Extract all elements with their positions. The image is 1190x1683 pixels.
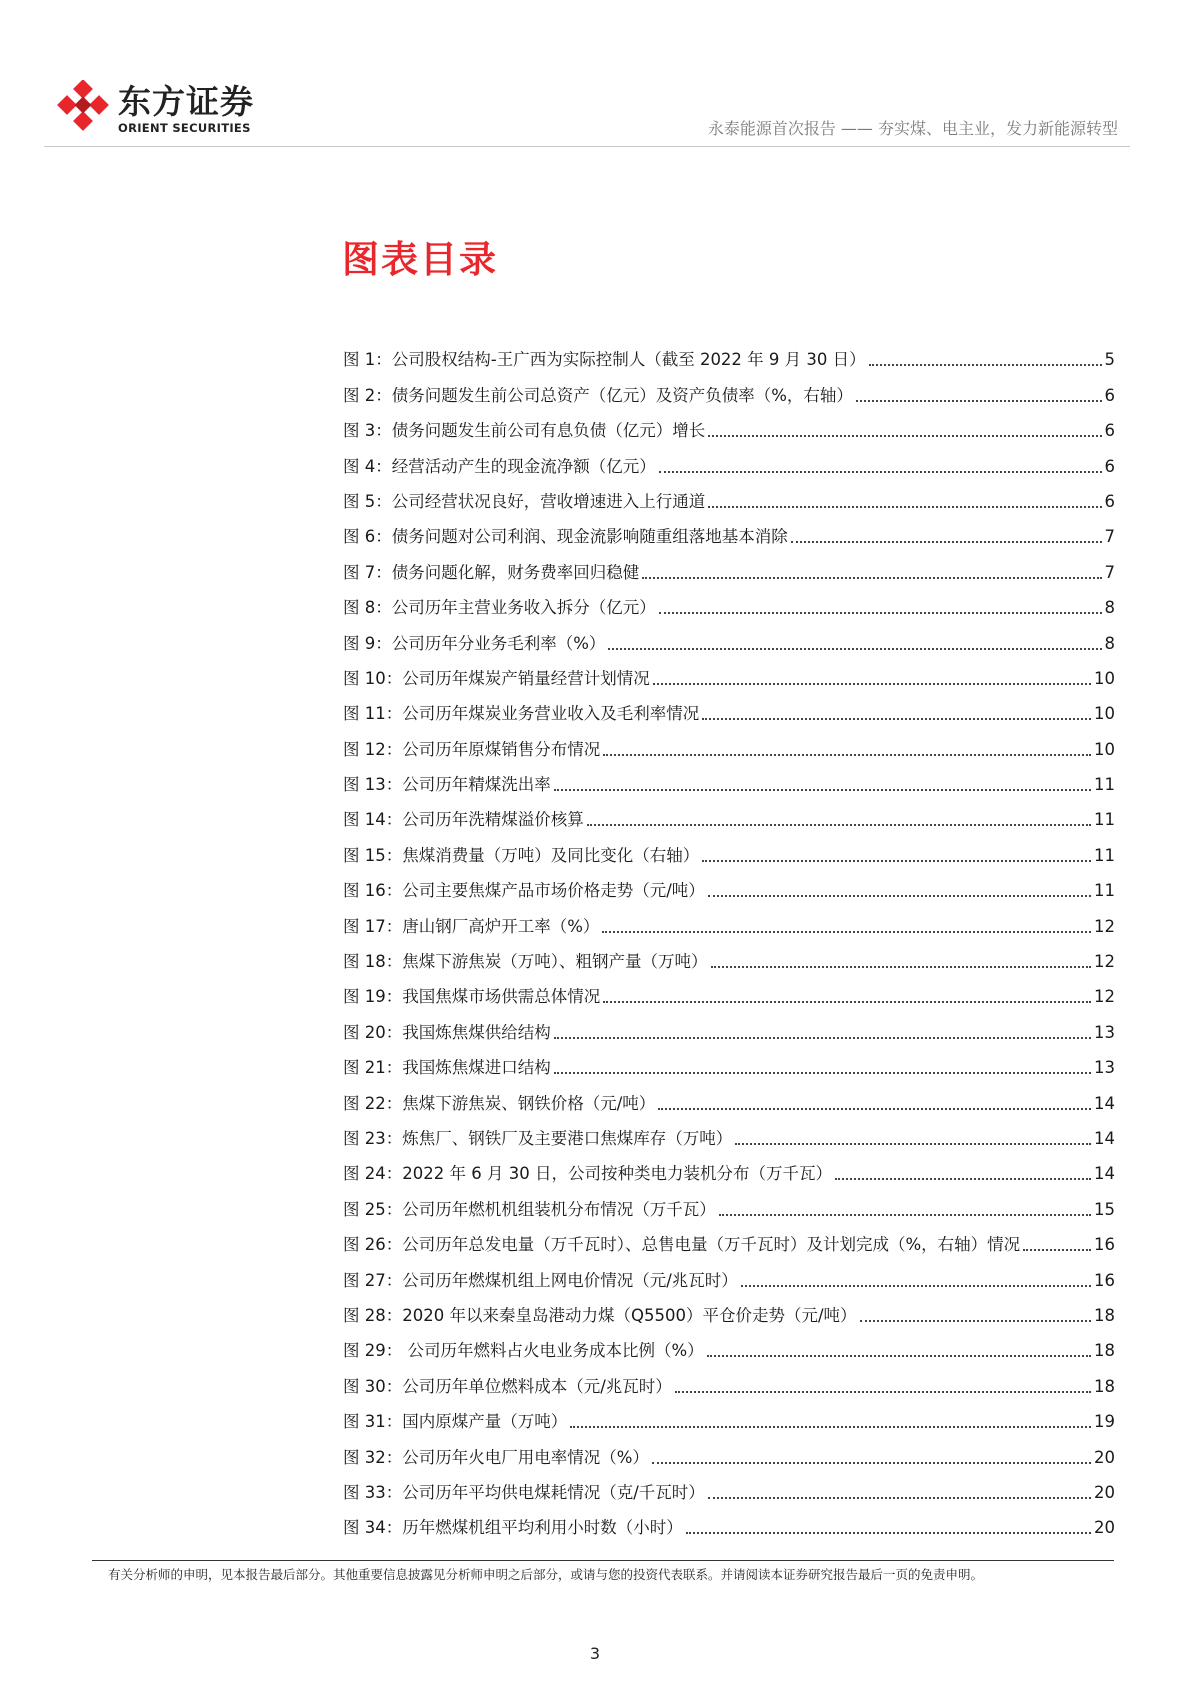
toc-entry[interactable] bbox=[343, 1044, 1115, 1079]
toc-entry-page: 20 bbox=[1094, 1447, 1115, 1467]
toc-entry-label: 图 1：公司股权结构-王广西为实际控制人（截至 2022 年 9 月 30 日） bbox=[343, 350, 866, 370]
toc-entry-page: 16 bbox=[1094, 1270, 1115, 1290]
toc-entry-label: 图 15：焦煤消费量（万吨）及同比变化（右轴） bbox=[343, 845, 700, 865]
toc-dot-leader bbox=[1023, 1249, 1091, 1251]
toc-entry[interactable] bbox=[343, 796, 1115, 831]
toc-entry-label: 图 11：公司历年煤炭业务营业收入及毛利率情况 bbox=[343, 704, 700, 724]
toc-entry-page: 6 bbox=[1104, 421, 1115, 441]
toc-dot-leader bbox=[554, 1072, 1091, 1074]
toc-entry-page: 16 bbox=[1094, 1235, 1115, 1255]
toc-dot-leader bbox=[741, 1285, 1091, 1287]
toc-entry-label: 图 18：焦煤下游焦炭（万吨）、粗钢产量（万吨） bbox=[343, 952, 708, 972]
toc-entry-label: 图 23：炼焦厂、钢铁厂及主要港口焦煤库存（万吨） bbox=[343, 1128, 733, 1148]
toc-dot-leader bbox=[708, 895, 1091, 897]
toc-entry-label: 图 16：公司主要焦煤产品市场价格走势（元/吨） bbox=[343, 881, 705, 901]
toc-entry-page: 19 bbox=[1094, 1412, 1115, 1432]
toc-title: 图表目录 bbox=[342, 238, 498, 281]
toc-entry-page: 18 bbox=[1094, 1341, 1115, 1361]
toc-entry-page: 12 bbox=[1094, 987, 1115, 1007]
toc-dot-leader bbox=[702, 860, 1091, 862]
toc-entry-page: 14 bbox=[1094, 1128, 1115, 1148]
toc-entry-page: 7 bbox=[1104, 562, 1115, 582]
toc-entry-page: 6 bbox=[1104, 385, 1115, 405]
toc-entry-label: 图 7：债务问题化解，财务费率回归稳健 bbox=[343, 562, 640, 582]
toc-entry-page: 20 bbox=[1094, 1518, 1115, 1538]
toc-entry[interactable] bbox=[343, 761, 1115, 796]
toc-entry-label: 图 8：公司历年主营业务收入拆分（亿元） bbox=[343, 598, 656, 618]
toc-entry[interactable] bbox=[343, 867, 1115, 902]
toc-entry-label: 图 22：焦煤下游焦炭、钢铁价格（元/吨） bbox=[343, 1093, 656, 1113]
toc-entry-page: 10 bbox=[1094, 668, 1115, 688]
toc-dot-leader bbox=[653, 683, 1091, 685]
toc-entry-label: 图 17：唐山钢厂高炉开工率（%） bbox=[343, 916, 600, 936]
header-divider bbox=[44, 146, 1130, 147]
page-number: 3 bbox=[589, 1644, 601, 1663]
toc-dot-leader bbox=[860, 1320, 1091, 1322]
toc-entry-label: 图 31：国内原煤产量（万吨） bbox=[343, 1412, 568, 1432]
toc-entry[interactable] bbox=[343, 1185, 1115, 1220]
toc-entry-page: 18 bbox=[1094, 1376, 1115, 1396]
toc-entry[interactable] bbox=[343, 1433, 1115, 1468]
toc-entry[interactable] bbox=[343, 371, 1115, 406]
toc-entry[interactable] bbox=[343, 584, 1115, 619]
toc-dot-leader bbox=[856, 400, 1102, 402]
toc-entry-page: 11 bbox=[1094, 775, 1115, 795]
toc-entry-label: 图 12：公司历年原煤销售分布情况 bbox=[343, 739, 601, 759]
toc-dot-leader bbox=[708, 435, 1101, 437]
toc-entry-label: 图 9：公司历年分业务毛利率（%） bbox=[343, 633, 606, 653]
toc-dot-leader bbox=[791, 541, 1102, 543]
toc-entry[interactable] bbox=[343, 1327, 1115, 1362]
toc-dot-leader bbox=[711, 966, 1092, 968]
toc-entry-page: 7 bbox=[1104, 527, 1115, 547]
toc-entry-label: 图 26：公司历年总发电量（万千瓦时）、总售电量（万千瓦时）及计划完成（%，右轴）情况 bbox=[343, 1235, 1021, 1255]
toc-entry[interactable] bbox=[343, 655, 1115, 690]
toc-dot-leader bbox=[658, 1108, 1091, 1110]
toc-dot-leader bbox=[602, 931, 1091, 933]
toc-dot-leader bbox=[708, 1497, 1091, 1499]
toc-entry-page: 11 bbox=[1094, 810, 1115, 830]
toc-entry-page: 13 bbox=[1094, 1022, 1115, 1042]
toc-entry[interactable] bbox=[343, 1398, 1115, 1433]
toc-entry[interactable] bbox=[343, 902, 1115, 937]
toc-dot-leader bbox=[659, 471, 1102, 473]
toc-dot-leader bbox=[570, 1426, 1091, 1428]
disclaimer-text: 有关分析师的申明，见本报告最后部分。其他重要信息披露见分析师申明之后部分，或请与您的投资代表联系。并请阅读本证券研究报告最后一页的免责申明。 bbox=[108, 1567, 984, 1582]
toc-entry[interactable] bbox=[343, 407, 1115, 442]
toc-dot-leader bbox=[675, 1391, 1091, 1393]
toc-dot-leader bbox=[554, 789, 1091, 791]
toc-entry-label: 图 20：我国炼焦煤供给结构 bbox=[343, 1022, 551, 1042]
toc-entry[interactable] bbox=[343, 1504, 1115, 1539]
toc-entry-label: 图 19：我国焦煤市场供需总体情况 bbox=[343, 987, 601, 1007]
toc-dot-leader bbox=[603, 1001, 1091, 1003]
toc-entry-page: 12 bbox=[1094, 952, 1115, 972]
toc-dot-leader bbox=[554, 1037, 1091, 1039]
toc-dot-leader bbox=[702, 718, 1091, 720]
toc-entry-label: 图 30：公司历年单位燃料成本（元/兆瓦时） bbox=[343, 1376, 672, 1396]
toc-entry[interactable] bbox=[343, 336, 1115, 371]
toc-dot-leader bbox=[642, 577, 1101, 579]
toc-entry-label: 图 33：公司历年平均供电煤耗情况（克/千瓦时） bbox=[343, 1482, 705, 1502]
toc-entry[interactable] bbox=[343, 619, 1115, 654]
toc-entry-label: 图 28：2020 年以来秦皇岛港动力煤（Q5500）平仓价走势（元/吨） bbox=[343, 1305, 857, 1325]
footer-divider bbox=[92, 1560, 1114, 1561]
toc-dot-leader bbox=[603, 754, 1091, 756]
toc-entry-page: 8 bbox=[1104, 633, 1115, 653]
toc-entry-label: 图 6：债务问题对公司利润、现金流影响随重组落地基本消除 bbox=[343, 527, 788, 547]
toc-entry[interactable] bbox=[343, 513, 1115, 548]
toc-dot-leader bbox=[708, 506, 1101, 508]
toc-entry-page: 6 bbox=[1104, 456, 1115, 476]
toc-dot-leader bbox=[587, 824, 1091, 826]
toc-entry-label: 图 13：公司历年精煤洗出率 bbox=[343, 775, 551, 795]
toc-entry[interactable] bbox=[343, 973, 1115, 1008]
toc-entry-page: 15 bbox=[1094, 1199, 1115, 1219]
toc-entry-label: 图 3：债务问题发生前公司有息负债（亿元）增长 bbox=[343, 421, 706, 441]
toc-entry[interactable] bbox=[343, 1008, 1115, 1043]
toc-entry-label: 图 32：公司历年火电厂用电率情况（%） bbox=[343, 1447, 649, 1467]
brand-name-cn: 东方证券 bbox=[118, 82, 254, 121]
toc-entry-page: 10 bbox=[1094, 704, 1115, 724]
toc-entry-page: 13 bbox=[1094, 1058, 1115, 1078]
toc-entry[interactable] bbox=[343, 1221, 1115, 1256]
orient-securities-logo-icon bbox=[56, 80, 110, 134]
toc-entry[interactable] bbox=[343, 1256, 1115, 1291]
toc-entry[interactable] bbox=[343, 725, 1115, 760]
toc-entry-page: 6 bbox=[1104, 491, 1115, 511]
toc-entry[interactable] bbox=[343, 1362, 1115, 1397]
toc-entry-label: 图 10：公司历年煤炭产销量经营计划情况 bbox=[343, 668, 650, 688]
toc-entry[interactable] bbox=[343, 1469, 1115, 1504]
toc-dot-leader bbox=[686, 1532, 1091, 1534]
toc-entry-label: 图 2：债务问题发生前公司总资产（亿元）及资产负债率（%，右轴） bbox=[343, 385, 853, 405]
toc-dot-leader bbox=[735, 1143, 1091, 1145]
page-header bbox=[0, 0, 1190, 150]
toc-entry-label: 图 24：2022 年 6 月 30 日，公司按种类电力装机分布（万千瓦） bbox=[343, 1164, 832, 1184]
toc-entry-page: 20 bbox=[1094, 1482, 1115, 1502]
toc-entry-page: 5 bbox=[1104, 350, 1115, 370]
toc-entry-page: 8 bbox=[1104, 598, 1115, 618]
toc-dot-leader bbox=[719, 1214, 1091, 1216]
toc-entry[interactable] bbox=[343, 548, 1115, 583]
toc-entry[interactable] bbox=[343, 1292, 1115, 1327]
toc-entry-page: 11 bbox=[1094, 845, 1115, 865]
toc-dot-leader bbox=[652, 1462, 1091, 1464]
toc-dot-leader bbox=[659, 612, 1102, 614]
brand-name-en: ORIENT SECURITIES bbox=[118, 121, 251, 135]
toc-entry-label: 图 4：经营活动产生的现金流净额（亿元） bbox=[343, 456, 656, 476]
toc-entry[interactable] bbox=[343, 831, 1115, 866]
toc-entry-label: 图 14：公司历年洗精煤溢价核算 bbox=[343, 810, 584, 830]
toc-entry[interactable] bbox=[343, 1079, 1115, 1114]
toc-entry-label: 图 5：公司经营状况良好，营收增速进入上行通道 bbox=[343, 491, 706, 511]
toc-entry-label: 图 29： 公司历年燃料占火电业务成本比例（%） bbox=[343, 1341, 704, 1361]
toc-entry-page: 12 bbox=[1094, 916, 1115, 936]
toc-entry[interactable] bbox=[343, 478, 1115, 513]
toc-entry-label: 图 34：历年燃煤机组平均利用小时数（小时） bbox=[343, 1518, 683, 1538]
toc-dot-leader bbox=[869, 364, 1102, 366]
toc-entry-page: 11 bbox=[1094, 881, 1115, 901]
toc-entry-page: 10 bbox=[1094, 739, 1115, 759]
toc-entry[interactable] bbox=[343, 442, 1115, 477]
toc-entry-page: 14 bbox=[1094, 1093, 1115, 1113]
toc-dot-leader bbox=[707, 1355, 1091, 1357]
toc-entry-label: 图 27：公司历年燃煤机组上网电价情况（元/兆瓦时） bbox=[343, 1270, 738, 1290]
toc-list bbox=[343, 336, 1115, 1539]
report-title: 永泰能源首次报告 —— 夯实煤、电主业，发力新能源转型 bbox=[707, 119, 1118, 138]
toc-entry[interactable] bbox=[343, 1115, 1115, 1150]
toc-entry[interactable] bbox=[343, 690, 1115, 725]
toc-entry-page: 18 bbox=[1094, 1305, 1115, 1325]
toc-entry-page: 14 bbox=[1094, 1164, 1115, 1184]
toc-entry-label: 图 25：公司历年燃机机组装机分布情况（万千瓦） bbox=[343, 1199, 716, 1219]
toc-dot-leader bbox=[608, 648, 1101, 650]
toc-dot-leader bbox=[835, 1178, 1091, 1180]
toc-entry[interactable] bbox=[343, 1150, 1115, 1185]
toc-entry-label: 图 21：我国炼焦煤进口结构 bbox=[343, 1058, 551, 1078]
toc-entry[interactable] bbox=[343, 938, 1115, 973]
